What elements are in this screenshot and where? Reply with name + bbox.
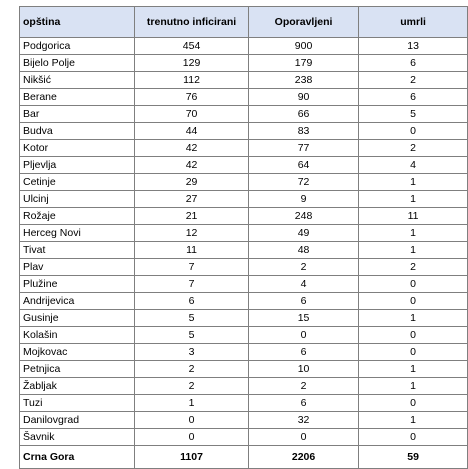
table-row [20, 157, 468, 174]
table-row [20, 276, 468, 293]
table-row [20, 344, 468, 361]
recovered-cell: 64 [248, 157, 358, 174]
municipality-cell: Andrijevica [20, 293, 135, 310]
infected-cell: 76 [135, 89, 249, 106]
municipality-cell: Bijelo Polje [20, 55, 135, 72]
deceased-cell: 6 [359, 89, 468, 106]
deceased-cell: 6 [359, 55, 468, 72]
deceased-cell: 0 [359, 327, 468, 344]
recovered-cell: 6 [248, 395, 358, 412]
infected-cell: 21 [135, 208, 249, 225]
recovered-cell: 83 [248, 123, 358, 140]
infected-cell: 11 [135, 242, 249, 259]
municipality-cell: Podgorica [20, 38, 135, 55]
recovered-cell: 4 [248, 276, 358, 293]
table-body [20, 38, 468, 446]
total-label: Crna Gora [20, 446, 135, 469]
recovered-cell: 32 [248, 412, 358, 429]
deceased-cell: 2 [359, 72, 468, 89]
recovered-cell: 179 [248, 55, 358, 72]
table-row [20, 327, 468, 344]
table-row [20, 208, 468, 225]
deceased-cell: 5 [359, 106, 468, 123]
table-row [20, 106, 468, 123]
deceased-cell: 4 [359, 157, 468, 174]
recovered-cell: 2 [248, 259, 358, 276]
header-currently-infected: trenutno inficirani [135, 7, 249, 38]
municipality-cell: Mojkovac [20, 344, 135, 361]
deceased-cell: 1 [359, 242, 468, 259]
infected-cell: 129 [135, 55, 249, 72]
infected-cell: 2 [135, 378, 249, 395]
total-infected: 1107 [135, 446, 249, 469]
deceased-cell: 1 [359, 361, 468, 378]
table-row [20, 361, 468, 378]
municipality-cell: Budva [20, 123, 135, 140]
header-row [20, 7, 468, 38]
table-row [20, 378, 468, 395]
table-row [20, 38, 468, 55]
infected-cell: 0 [135, 429, 249, 446]
recovered-cell: 9 [248, 191, 358, 208]
deceased-cell: 2 [359, 140, 468, 157]
infected-cell: 27 [135, 191, 249, 208]
municipality-cell: Tivat [20, 242, 135, 259]
infected-cell: 12 [135, 225, 249, 242]
deceased-cell: 0 [359, 429, 468, 446]
infected-cell: 70 [135, 106, 249, 123]
municipality-cell: Tuzi [20, 395, 135, 412]
total-row [20, 446, 468, 469]
infected-cell: 29 [135, 174, 249, 191]
municipality-cell: Herceg Novi [20, 225, 135, 242]
municipality-cell: Cetinje [20, 174, 135, 191]
table-row [20, 72, 468, 89]
infected-cell: 44 [135, 123, 249, 140]
deceased-cell: 1 [359, 412, 468, 429]
deceased-cell: 11 [359, 208, 468, 225]
header-municipality: opština [20, 7, 135, 38]
infected-cell: 454 [135, 38, 249, 55]
recovered-cell: 900 [248, 38, 358, 55]
municipality-cell: Petnjica [20, 361, 135, 378]
deceased-cell: 1 [359, 225, 468, 242]
recovered-cell: 72 [248, 174, 358, 191]
table-row [20, 412, 468, 429]
deceased-cell: 0 [359, 344, 468, 361]
recovered-cell: 238 [248, 72, 358, 89]
header-deceased: umrli [359, 7, 468, 38]
recovered-cell: 0 [248, 327, 358, 344]
municipality-cell: Bar [20, 106, 135, 123]
municipality-cell: Nikšić [20, 72, 135, 89]
table-row [20, 310, 468, 327]
total-deceased: 59 [359, 446, 468, 469]
table-row [20, 225, 468, 242]
table-row [20, 123, 468, 140]
municipality-cell: Berane [20, 89, 135, 106]
table-row [20, 429, 468, 446]
municipality-cell: Rožaje [20, 208, 135, 225]
recovered-cell: 15 [248, 310, 358, 327]
municipality-cell: Gusinje [20, 310, 135, 327]
infected-cell: 2 [135, 361, 249, 378]
infected-cell: 42 [135, 157, 249, 174]
municipality-cell: Danilovgrad [20, 412, 135, 429]
header-recovered: Oporavljeni [248, 7, 358, 38]
table-row [20, 89, 468, 106]
deceased-cell: 1 [359, 191, 468, 208]
table-header [20, 7, 468, 38]
infected-cell: 7 [135, 276, 249, 293]
deceased-cell: 2 [359, 259, 468, 276]
infected-cell: 7 [135, 259, 249, 276]
covid-table-container [19, 6, 468, 469]
recovered-cell: 6 [248, 344, 358, 361]
deceased-cell: 0 [359, 293, 468, 310]
recovered-cell: 48 [248, 242, 358, 259]
deceased-cell: 0 [359, 395, 468, 412]
table-row [20, 293, 468, 310]
infected-cell: 5 [135, 327, 249, 344]
recovered-cell: 2 [248, 378, 358, 395]
table-footer [20, 446, 468, 469]
infected-cell: 5 [135, 310, 249, 327]
table-row [20, 140, 468, 157]
municipality-cell: Ulcinj [20, 191, 135, 208]
table-row [20, 55, 468, 72]
infected-cell: 1 [135, 395, 249, 412]
recovered-cell: 66 [248, 106, 358, 123]
deceased-cell: 1 [359, 378, 468, 395]
deceased-cell: 1 [359, 310, 468, 327]
table-row [20, 174, 468, 191]
recovered-cell: 6 [248, 293, 358, 310]
municipality-cases-table [19, 6, 468, 469]
table-row [20, 395, 468, 412]
deceased-cell: 0 [359, 276, 468, 293]
recovered-cell: 77 [248, 140, 358, 157]
infected-cell: 0 [135, 412, 249, 429]
infected-cell: 112 [135, 72, 249, 89]
municipality-cell: Plužine [20, 276, 135, 293]
municipality-cell: Kolašin [20, 327, 135, 344]
deceased-cell: 1 [359, 174, 468, 191]
infected-cell: 42 [135, 140, 249, 157]
recovered-cell: 90 [248, 89, 358, 106]
deceased-cell: 0 [359, 123, 468, 140]
municipality-cell: Žabljak [20, 378, 135, 395]
total-recovered: 2206 [248, 446, 358, 469]
table-row [20, 259, 468, 276]
municipality-cell: Pljevlja [20, 157, 135, 174]
infected-cell: 3 [135, 344, 249, 361]
table-row [20, 242, 468, 259]
recovered-cell: 248 [248, 208, 358, 225]
recovered-cell: 49 [248, 225, 358, 242]
deceased-cell: 13 [359, 38, 468, 55]
recovered-cell: 0 [248, 429, 358, 446]
recovered-cell: 10 [248, 361, 358, 378]
municipality-cell: Kotor [20, 140, 135, 157]
infected-cell: 6 [135, 293, 249, 310]
table-row [20, 191, 468, 208]
municipality-cell: Šavnik [20, 429, 135, 446]
municipality-cell: Plav [20, 259, 135, 276]
